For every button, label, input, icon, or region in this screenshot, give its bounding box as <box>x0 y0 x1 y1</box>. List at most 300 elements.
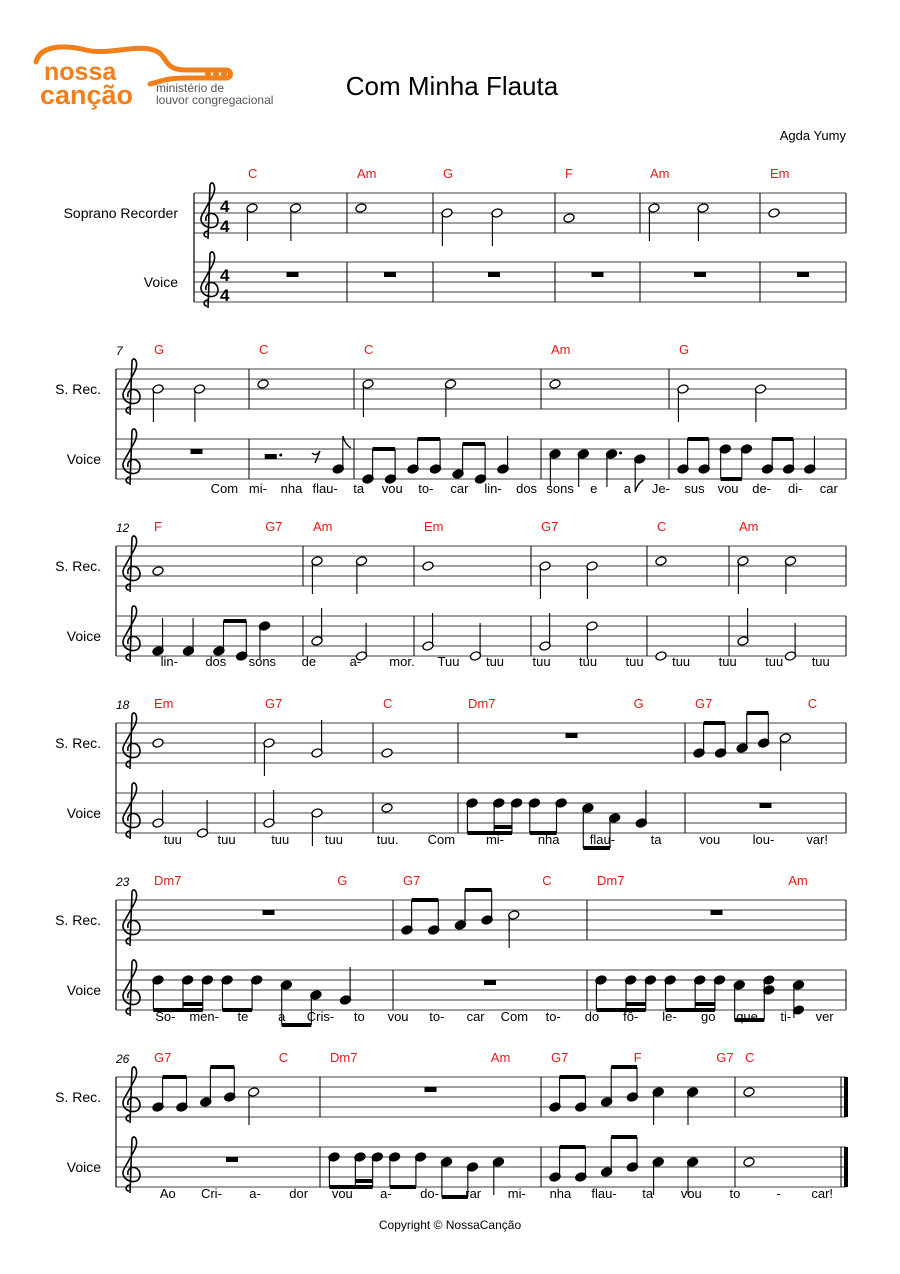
note <box>388 1152 400 1187</box>
instrument-name-recorder: S. Rec. <box>55 558 101 574</box>
note <box>595 975 607 1010</box>
note-flag <box>343 436 351 448</box>
lyric-syllable: car <box>819 481 838 496</box>
notehead <box>257 379 269 390</box>
chord-symbol: C <box>745 1050 755 1065</box>
lyric-syllable: to- <box>545 1009 561 1024</box>
chord-symbol: G <box>154 342 165 357</box>
notehead <box>381 803 393 814</box>
lyric-syllable: to- <box>418 481 434 496</box>
note <box>784 623 796 661</box>
note <box>407 439 419 474</box>
chord-symbol: Dm7 <box>597 873 625 888</box>
note <box>355 203 367 214</box>
chord-symbol: Dm7 <box>154 873 182 888</box>
chord-symbol: C <box>807 696 818 711</box>
treble-clef-icon <box>123 960 140 1016</box>
note <box>414 1152 426 1187</box>
lyric-syllable: Cris- <box>306 1009 335 1024</box>
note <box>508 910 520 948</box>
note <box>152 1077 164 1112</box>
instrument-name-voice: Voice <box>66 628 101 644</box>
whole-rest <box>384 272 396 277</box>
lyric-syllable: vou <box>680 1186 702 1201</box>
lyric-syllable: mi- <box>248 481 267 496</box>
lyric-syllable: ver <box>815 1009 834 1024</box>
chord-symbol: G <box>679 342 690 357</box>
whole-rest <box>287 272 299 277</box>
note <box>224 1067 236 1102</box>
note <box>714 723 726 758</box>
note <box>497 436 509 474</box>
lyric-syllable: sons <box>546 481 574 496</box>
lyric-syllable: nha <box>537 832 560 847</box>
note <box>768 208 780 219</box>
lyric-syllable: var! <box>806 832 828 847</box>
note <box>693 723 705 758</box>
lyric-syllable: mor. <box>389 654 415 669</box>
lyric-syllable: e <box>590 481 598 496</box>
music-system <box>55 519 846 669</box>
chord-symbol: G7 <box>551 1050 569 1065</box>
chord-symbol: Am <box>313 519 333 534</box>
lyric-syllable: a <box>623 481 631 496</box>
instrument-name-recorder: S. Rec. <box>55 912 101 928</box>
note <box>761 439 773 474</box>
lyric-syllable: Cri- <box>200 1186 222 1201</box>
lyric-syllable: fô- <box>623 1009 639 1024</box>
note <box>381 803 393 814</box>
chord-symbol: G7 <box>265 696 283 711</box>
lyric-syllable: a- <box>349 654 362 669</box>
note <box>677 384 689 422</box>
music-system <box>55 342 846 496</box>
note <box>539 613 551 651</box>
measure-number: 12 <box>116 521 130 535</box>
final-barline <box>844 1147 848 1187</box>
note-flag <box>635 480 643 492</box>
chord-symbol: F <box>633 1050 642 1065</box>
notehead <box>152 566 164 577</box>
lyric-syllable: di- <box>787 481 803 496</box>
whole-rest <box>797 272 809 277</box>
note <box>634 454 646 492</box>
note <box>510 798 522 833</box>
lyric-syllable: tuu <box>579 654 598 669</box>
lyric-syllable: sus <box>684 481 705 496</box>
instrument-name-voice: Voice <box>66 805 101 821</box>
lyric-syllable: nha <box>549 1186 572 1201</box>
chord-symbol: Em <box>154 696 174 711</box>
time-signature-denominator: 4 <box>220 286 230 305</box>
chord-symbol: Am <box>788 873 808 888</box>
lyric-syllable: nha <box>280 481 303 496</box>
lyric-syllable: Com <box>427 832 456 847</box>
note <box>362 449 374 484</box>
whole-rest <box>191 449 203 454</box>
lyric-syllable: So- <box>155 1009 176 1024</box>
treble-clef-icon <box>123 359 140 415</box>
note <box>428 900 440 935</box>
note <box>563 213 575 224</box>
logo-tuning-pegs-icon <box>205 71 227 77</box>
note <box>182 618 194 656</box>
lyric-syllable: mi- <box>507 1186 526 1201</box>
whole-rest <box>566 733 578 738</box>
lyric-syllable: tuu <box>217 832 236 847</box>
instrument-name-voice: Voice <box>66 1159 101 1175</box>
note <box>575 1147 587 1182</box>
note <box>491 208 503 246</box>
chord-symbol: C <box>364 342 374 357</box>
instrument-name-voice: Voice <box>143 274 178 290</box>
lyric-syllable: vou <box>387 1009 409 1024</box>
whole-rest <box>226 1157 238 1162</box>
note <box>626 1137 638 1172</box>
measure-number: 23 <box>116 875 130 889</box>
note <box>221 975 233 1010</box>
chord-symbol: Am <box>650 166 670 181</box>
lyric-syllable: flau- <box>589 832 616 847</box>
note <box>713 975 725 1010</box>
lyric-syllable: tuu <box>271 832 290 847</box>
chord-symbol: C <box>657 519 667 534</box>
whole-rest <box>694 272 706 277</box>
instrument-name-recorder: S. Rec. <box>55 735 101 751</box>
logo-word-cancao: canção <box>40 80 134 110</box>
lyric-syllable: car <box>450 481 469 496</box>
note <box>784 556 796 594</box>
note <box>311 808 323 846</box>
notehead <box>381 748 393 759</box>
note <box>263 738 275 776</box>
note <box>444 379 456 417</box>
lyric-syllable: vou <box>331 1186 353 1201</box>
lyric-syllable: ti- <box>780 1009 792 1024</box>
note <box>698 439 710 474</box>
chord-symbol: Dm7 <box>468 696 496 711</box>
lyric-syllable: tuu <box>672 654 691 669</box>
augmentation-dot <box>619 452 622 455</box>
note <box>577 449 589 487</box>
note <box>549 379 561 390</box>
note <box>549 1147 561 1182</box>
lyric-syllable: a <box>278 1009 286 1024</box>
note <box>481 890 493 925</box>
note <box>152 975 164 1010</box>
note <box>201 975 213 1010</box>
note <box>193 384 205 422</box>
lyric-syllable: dos <box>516 481 538 496</box>
note <box>626 1067 638 1102</box>
time-signature-numerator: 4 <box>220 266 230 285</box>
lyric-syllable: Je- <box>651 481 670 496</box>
note <box>605 449 622 487</box>
instrument-name-voice: Voice <box>66 451 101 467</box>
note <box>635 790 647 828</box>
chord-symbol: G7 <box>403 873 421 888</box>
treble-clef-icon <box>123 1137 140 1193</box>
note <box>743 1087 755 1098</box>
chord-symbol: G <box>337 873 348 888</box>
lyric-syllable: dos <box>205 654 227 669</box>
whole-rest <box>425 1087 437 1092</box>
note <box>743 1157 755 1168</box>
notehead <box>355 203 367 214</box>
note <box>782 439 794 474</box>
instrument-name-recorder: S. Rec. <box>55 381 101 397</box>
chord-symbol: Dm7 <box>330 1050 358 1065</box>
lyric-syllable: tuu <box>811 654 830 669</box>
note <box>677 439 689 474</box>
copyright: Copyright © NossaCanção <box>378 1218 522 1232</box>
composer: Agda Yumy <box>779 128 846 143</box>
note <box>697 203 709 241</box>
note <box>528 798 540 833</box>
lyric-syllable: flau- <box>591 1186 617 1201</box>
lyric-syllable: que <box>736 1009 758 1024</box>
lyric-syllable: de- <box>752 481 772 496</box>
treble-clef-icon <box>123 713 140 769</box>
note <box>332 436 351 474</box>
whole-rest <box>711 910 723 915</box>
lyric-syllable: ta <box>353 481 365 496</box>
chord-symbol: Em <box>424 519 444 534</box>
note <box>804 436 816 474</box>
lyric-syllable: do- <box>420 1186 439 1201</box>
note <box>686 1087 698 1125</box>
treble-clef-icon <box>201 252 218 308</box>
note <box>355 556 367 594</box>
lyric-syllable: Ao <box>159 1186 176 1201</box>
note <box>289 203 301 241</box>
chord-symbol: C <box>259 342 269 357</box>
note <box>652 1087 664 1125</box>
note <box>196 800 208 838</box>
whole-rest <box>263 910 275 915</box>
notehead <box>549 379 561 390</box>
lyric-syllable: lin- <box>160 654 178 669</box>
lyric-syllable: Com <box>500 1009 529 1024</box>
instrument-name-recorder: S. Rec. <box>55 1089 101 1105</box>
note <box>539 561 551 599</box>
final-barline <box>844 1077 848 1117</box>
lyric-syllable: te <box>237 1009 249 1024</box>
lyric-syllable: tuu <box>324 832 343 847</box>
note <box>247 1087 259 1125</box>
whole-rest <box>592 272 604 277</box>
treble-clef-icon <box>123 606 140 662</box>
chord-symbol: Em <box>770 166 790 181</box>
lyric-syllable: tuu <box>765 654 784 669</box>
note <box>236 621 248 661</box>
lyric-syllable: tuu <box>485 654 505 669</box>
note <box>246 203 258 241</box>
music-system <box>55 696 846 848</box>
note <box>652 1157 664 1195</box>
chord-symbol: G <box>633 696 644 711</box>
note <box>152 738 164 749</box>
note <box>328 1152 340 1187</box>
time-signature-numerator: 4 <box>220 197 230 216</box>
chord-symbol: G7 <box>265 519 283 534</box>
instrument-name-voice: Voice <box>66 982 101 998</box>
note <box>648 203 660 241</box>
note <box>251 975 263 1010</box>
lyric-syllable: vou <box>699 832 721 847</box>
notehead <box>152 738 164 749</box>
note <box>555 798 567 833</box>
lyric-syllable: tuu <box>625 654 644 669</box>
chord-symbol: G7 <box>716 1050 734 1065</box>
measure-number: 26 <box>116 1052 130 1066</box>
score-systems <box>55 166 848 1201</box>
lyric-syllable: vou <box>717 481 739 496</box>
note <box>152 790 164 828</box>
notehead <box>768 208 780 219</box>
note <box>474 444 486 484</box>
note <box>779 733 791 771</box>
note <box>362 379 374 417</box>
lyric-syllable: men- <box>189 1009 219 1024</box>
chord-symbol: G7 <box>541 519 559 534</box>
treble-clef-icon <box>123 1067 140 1123</box>
treble-clef-icon <box>123 429 140 485</box>
measure-number: 18 <box>116 698 130 712</box>
lyric-syllable: Tuu <box>437 654 460 669</box>
chord-symbol: C <box>542 873 552 888</box>
music-system <box>55 1050 848 1201</box>
note <box>422 613 434 651</box>
notehead <box>655 651 667 662</box>
chord-symbol: Am <box>551 342 571 357</box>
treble-clef-icon <box>123 536 140 592</box>
note <box>152 566 164 577</box>
lyric-syllable: tuu. <box>376 832 399 847</box>
notehead <box>743 1157 755 1168</box>
note <box>152 384 164 422</box>
note <box>737 608 749 646</box>
lyric-syllable: tuu <box>163 832 182 847</box>
treble-clef-icon <box>123 783 140 839</box>
song-title: Com Minha Flauta <box>345 71 559 101</box>
lyric-syllable: le- <box>662 1009 677 1024</box>
note <box>586 561 598 599</box>
lyric-syllable: rar <box>465 1186 482 1201</box>
chord-symbol: G7 <box>154 1050 172 1065</box>
note <box>492 1157 504 1195</box>
chord-symbol: C <box>278 1050 289 1065</box>
augmentation-dot <box>279 454 282 457</box>
note <box>384 449 396 484</box>
note <box>549 1077 561 1112</box>
lyric-syllable: de <box>301 654 317 669</box>
instrument-name-recorder: Soprano Recorder <box>63 205 178 221</box>
note <box>371 1152 383 1187</box>
lyric-syllable: car! <box>811 1186 834 1201</box>
chord-symbol: G <box>443 166 454 181</box>
note <box>719 444 731 479</box>
note <box>176 1077 188 1112</box>
note <box>429 439 441 474</box>
music-system <box>64 166 846 308</box>
notehead <box>563 213 575 224</box>
chord-symbol: Am <box>357 166 377 181</box>
note <box>575 1077 587 1112</box>
note <box>664 975 676 1010</box>
whole-rest <box>484 980 496 985</box>
logo-subtitle-2: louvor congregacional <box>156 93 274 107</box>
lyric-syllable: go <box>701 1009 716 1024</box>
treble-clef-icon <box>123 890 140 946</box>
note <box>257 379 269 390</box>
lyric-syllable: lou- <box>752 832 775 847</box>
lyric-syllable: do <box>584 1009 600 1024</box>
chord-symbol: F <box>565 166 573 181</box>
lyric-syllable: tuu <box>532 654 551 669</box>
lyric-syllable: ta <box>650 832 662 847</box>
lyric-syllable: vou <box>381 481 403 496</box>
chord-symbol: F <box>154 519 162 534</box>
lyric-syllable: lin- <box>484 481 502 496</box>
note <box>740 444 752 479</box>
chord-symbol: C <box>383 696 393 711</box>
half-rest <box>265 454 277 459</box>
lyric-syllable: - <box>776 1186 781 1201</box>
chord-symbol: Am <box>739 519 759 534</box>
lyric-syllable: mi- <box>485 832 505 847</box>
nossa-cancao-logo <box>36 47 273 110</box>
lyric-syllable: car <box>466 1009 485 1024</box>
note <box>466 798 478 833</box>
chord-symbol: C <box>248 166 258 181</box>
notehead <box>655 556 667 567</box>
lyric-syllable: to <box>729 1186 741 1201</box>
note <box>469 623 481 661</box>
whole-rest <box>488 272 500 277</box>
lyric-syllable: a- <box>380 1186 392 1201</box>
lyric-syllable: to <box>353 1009 365 1024</box>
note <box>339 967 351 1005</box>
lyric-syllable: ta <box>642 1186 654 1201</box>
chord-symbol: Am <box>490 1050 511 1065</box>
note <box>401 900 413 935</box>
note <box>422 561 434 572</box>
note <box>792 980 804 1018</box>
time-signature-denominator: 4 <box>220 217 230 236</box>
lyric-syllable: a- <box>249 1186 261 1201</box>
note <box>311 608 323 646</box>
note <box>655 556 667 567</box>
lyric-syllable: sons <box>248 654 277 669</box>
note <box>311 720 323 758</box>
lyric-syllable: dor <box>289 1186 309 1201</box>
treble-clef-icon <box>201 183 218 239</box>
measure-number: 7 <box>116 344 123 358</box>
note <box>381 748 393 759</box>
notehead <box>743 1087 755 1098</box>
note <box>655 651 667 662</box>
chord-symbol: G7 <box>695 696 713 711</box>
lyric-syllable: Com <box>210 481 239 496</box>
lyric-syllable: to- <box>429 1009 445 1024</box>
logo-subtitle-1: ministério de <box>156 81 225 95</box>
note <box>758 713 770 748</box>
eighth-rest <box>312 451 320 463</box>
note <box>152 618 164 656</box>
logo-word-nossa: nossa <box>44 58 117 86</box>
whole-rest <box>760 803 772 808</box>
